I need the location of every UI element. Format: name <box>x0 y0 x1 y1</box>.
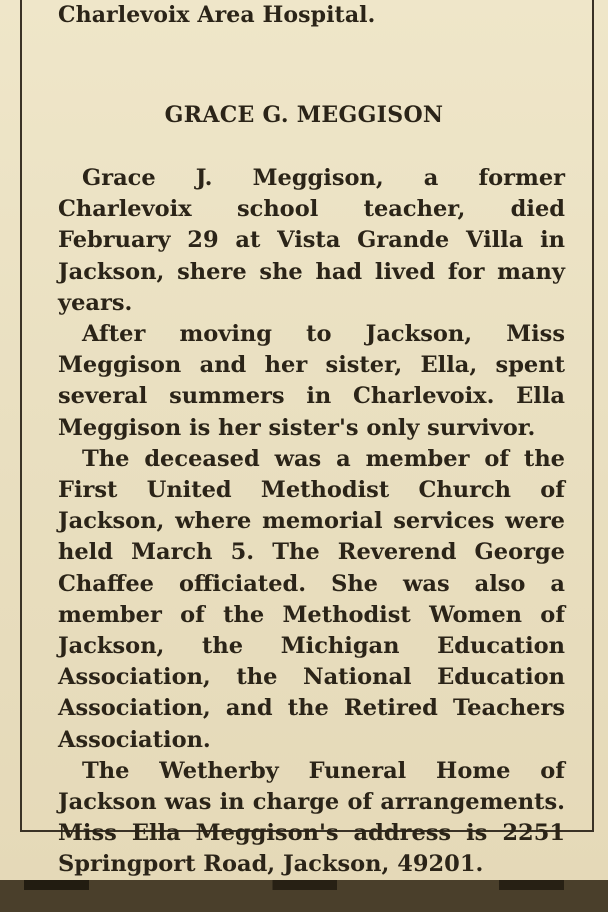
paragraph-4: The Wetherby Funeral Home of Jackson was in charge of arrangements. Miss Ella Meggison's address is 2251 Springport Road, Jackson, 49201. <box>58 757 565 878</box>
previous-article-last-line: Charlevoix Area Hospital. <box>58 2 376 28</box>
paragraph-3: The deceased was a member of the First United Methodist Church of Jackson, where memorial services were held March 5. The Reverend George Chaffee officiated. She was also a member of the Methodist Women of Jackson, the Michigan Education Association, the National Education Association, and the Retired Teachers Association. <box>58 445 565 753</box>
bottom-dark-strip <box>0 880 608 912</box>
next-headline-fragment <box>24 880 564 890</box>
paragraph-2: After moving to Jackson, Miss Meggison and her sister, Ella, spent several summers in Charlevoix. Ella Meggison is her sister's only survivor. <box>58 321 565 441</box>
obituary-headline: GRACE G. MEGGISON <box>164 102 444 128</box>
paragraph-1: Grace J. Meggison, a former Charlevoix school teacher, died February 29 at Vista Grande Villa in Jackson, shere she had lived for many years. <box>58 165 565 316</box>
obituary-body <box>58 163 565 881</box>
